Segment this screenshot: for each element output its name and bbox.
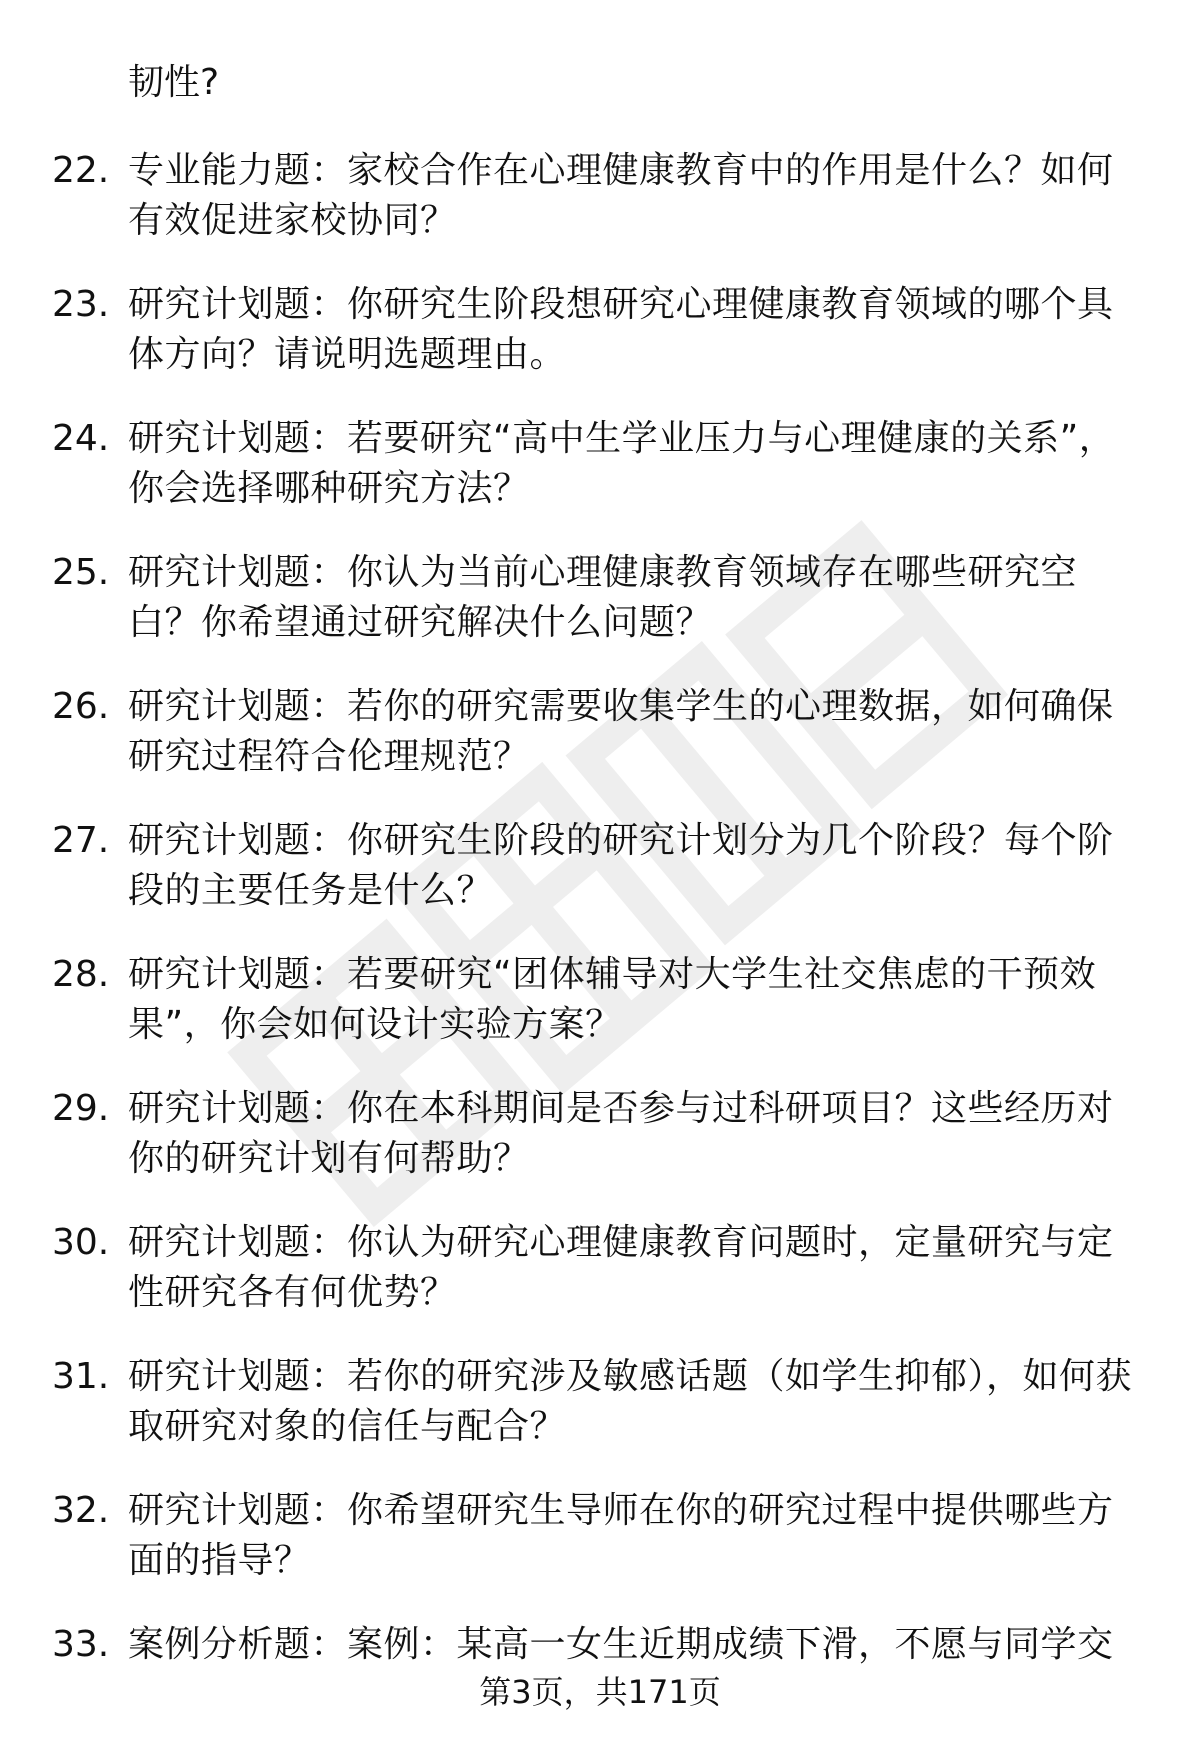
question-item: [0, 146, 1200, 280]
question-text: 研究计划题：你认为当前心理健康教育领域存在哪些研究空白？你希望通过研究解决什么问题？: [128, 552, 1078, 643]
page-footer: 第3页，共171页: [479, 1673, 721, 1711]
question-item: [0, 950, 1200, 1084]
question-item: [0, 1486, 1200, 1620]
question-text: 研究计划题：你研究生阶段的研究计划分为几个阶段？每个阶段的主要任务是什么？: [128, 820, 1114, 911]
question-text: 研究计划题：你在本科期间是否参与过科研项目？这些经历对你的研究计划有何帮助？: [128, 1088, 1114, 1179]
question-text: 案例分析题：案例：某高一女生近期成绩下滑，不愿与同学交: [128, 1624, 1114, 1665]
continuation-text: 韧性?: [128, 62, 220, 103]
question-item: [0, 682, 1200, 816]
question-item: [0, 1084, 1200, 1218]
question-text: 研究计划题：你希望研究生导师在你的研究过程中提供哪些方面的指导？: [128, 1490, 1114, 1581]
question-number: 26.: [52, 686, 110, 727]
question-text: 研究计划题：若你的研究需要收集学生的心理数据，如何确保研究过程符合伦理规范？: [128, 686, 1114, 777]
question-list: [0, 146, 1200, 1754]
question-number: 25.: [52, 552, 110, 593]
question-item: [0, 1218, 1200, 1352]
question-number: 28.: [52, 954, 110, 995]
question-number: 32.: [52, 1490, 110, 1531]
question-item: [0, 548, 1200, 682]
question-number: 30.: [52, 1222, 110, 1263]
question-item: [0, 414, 1200, 548]
question-text: 研究计划题：你认为研究心理健康教育问题时，定量研究与定性研究各有何优势？: [128, 1222, 1114, 1313]
question-text: 研究计划题：你研究生阶段想研究心理健康教育领域的哪个具体方向？请说明选题理由。: [128, 284, 1114, 375]
question-number: 24.: [52, 418, 110, 459]
question-number: 33.: [52, 1624, 110, 1665]
question-number: 27.: [52, 820, 110, 861]
question-number: 31.: [52, 1356, 110, 1397]
question-text: 专业能力题：家校合作在心理健康教育中的作用是什么？如何有效促进家校协同？: [128, 150, 1114, 241]
question-item: [0, 1352, 1200, 1486]
question-number: 23.: [52, 284, 110, 325]
question-item: [0, 280, 1200, 414]
question-text: 研究计划题：若你的研究涉及敏感话题（如学生抑郁），如何获取研究对象的信任与配合？: [128, 1356, 1133, 1447]
question-text: 研究计划题：若要研究“团体辅导对大学生社交焦虑的干预效果”，你会如何设计实验方案？: [128, 954, 1097, 1045]
question-text: 研究计划题：若要研究“高中生学业压力与心理健康的关系”，你会选择哪种研究方法？: [128, 418, 1116, 509]
question-number: 22.: [52, 150, 110, 191]
question-item: [0, 816, 1200, 950]
question-number: 29.: [52, 1088, 110, 1129]
